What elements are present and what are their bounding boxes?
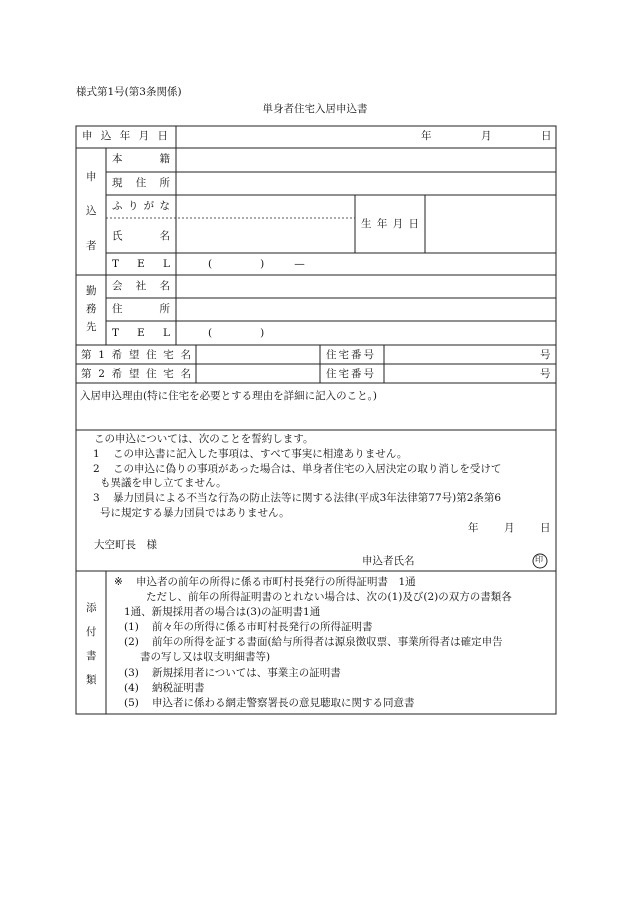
company-field[interactable] xyxy=(177,276,555,297)
first-choice-label: 第 1 希 望 住 宅 名 xyxy=(81,349,191,361)
pledge-item-num: 3 xyxy=(93,492,100,504)
workplace-group-label-3: 先 xyxy=(86,321,97,333)
applicant-signature-field[interactable] xyxy=(422,552,530,568)
pledge-intro: この申込については、次のことを誓約します。 xyxy=(94,433,314,445)
date-label-char: 申 xyxy=(82,130,93,142)
birthdate-label: 生 年 月 日 xyxy=(361,218,419,230)
attach-item-cont: 書の写し又は収支明細書等) xyxy=(140,651,271,663)
second-choice-field[interactable] xyxy=(197,365,319,382)
current-address-field[interactable] xyxy=(177,173,555,194)
applicant-tel-label: T E L xyxy=(112,258,170,270)
current-address-label: 現 住 所 xyxy=(112,177,170,189)
applicant-group-label-1: 申 xyxy=(86,171,97,183)
pledge-item-text: この申込に偽りの事項があった場合は、単身者住宅の入居決定の取り消しを受けて xyxy=(113,463,502,475)
application-date-year: 年 xyxy=(421,130,432,142)
pledge-item-text: 暴力団員による不当な行為の防止法等に関する法律(平成3年法律第77号)第2条第6 xyxy=(113,492,502,504)
form-title: 単身者住宅入居申込書 xyxy=(262,103,368,115)
reason-field[interactable] xyxy=(77,405,555,429)
second-house-number-field[interactable] xyxy=(385,365,535,382)
application-date-field[interactable] xyxy=(177,127,413,147)
attach-note-mark: ※ xyxy=(114,576,123,588)
application-date-month: 月 xyxy=(481,130,492,142)
second-house-number-label: 住宅番号 xyxy=(326,368,376,380)
form-number: 様式第1号(第3条関係) xyxy=(76,86,182,98)
applicant-tel-field[interactable] xyxy=(177,254,555,274)
pledge-item-cont: 号に規定する暴力団員ではありません。 xyxy=(100,507,290,519)
pledge-date-month: 月 xyxy=(504,522,515,534)
attach-item-text: 前年の所得を証する書面(給与所得者は源泉徴収票、事業所得者は確定申告 xyxy=(152,636,503,648)
furigana-field[interactable] xyxy=(177,196,354,217)
first-house-number-unit: 号 xyxy=(540,349,551,361)
birthdate-field[interactable] xyxy=(426,196,555,252)
attach-group-label-2: 付 xyxy=(86,626,97,638)
work-address-field[interactable] xyxy=(177,299,555,320)
attach-item-text: 前々年の所得に係る市町村長発行の所得証明書 xyxy=(152,621,373,633)
company-label: 会 社 名 xyxy=(112,280,170,292)
attach-item-num: (4) xyxy=(124,682,139,694)
attach-note-line2: ただし、前年の所得証明書のとれない場合は、次の(1)及び(2)の双方の書類各 xyxy=(146,591,512,603)
pledge-item-cont: も異議を申し立てません。 xyxy=(100,477,227,489)
domicile-field[interactable] xyxy=(177,149,555,171)
reason-label: 入居申込理由(特に住宅を必要とする理由を詳細に記入のこと。) xyxy=(80,390,377,402)
seal-mark: 印 xyxy=(535,555,543,564)
name-label: 氏 名 xyxy=(112,230,170,242)
second-house-number-unit: 号 xyxy=(540,368,551,380)
attach-group-label-3: 書 xyxy=(86,650,97,662)
attach-item-num: (3) xyxy=(124,667,139,679)
work-address-label: 住 所 xyxy=(112,303,170,315)
attach-group-label-1: 添 xyxy=(86,602,97,614)
work-tel-label: T E L xyxy=(112,327,170,339)
work-tel-field[interactable] xyxy=(177,322,555,344)
pledge-item-text: この申込書に記入した事項は、すべて事実に相違ありません。 xyxy=(113,448,408,460)
attach-item-text: 納税証明書 xyxy=(152,682,205,694)
first-house-number-label: 住宅番号 xyxy=(326,349,376,361)
attach-note-line3: 1通、新規採用者の場合は(3)の証明書1通 xyxy=(124,606,321,618)
furigana-label: ふ り が な xyxy=(112,200,170,212)
pledge-date-year: 年 xyxy=(468,522,479,534)
attach-item-num: (1) xyxy=(124,621,139,633)
name-field[interactable] xyxy=(177,219,354,252)
workplace-group-label-1: 勤 xyxy=(86,285,97,297)
attach-group-label-4: 類 xyxy=(86,674,97,686)
applicant-group-label-3: 者 xyxy=(86,240,97,252)
pledge-item-num: 2 xyxy=(93,463,100,475)
applicant-group-label-2: 込 xyxy=(86,205,97,217)
workplace-group-label-2: 務 xyxy=(86,303,97,315)
first-choice-field[interactable] xyxy=(197,346,319,363)
application-date-day: 日 xyxy=(541,130,552,142)
first-house-number-field[interactable] xyxy=(385,346,535,363)
pledge-date-day: 日 xyxy=(540,522,551,534)
pledge-item-num: 1 xyxy=(93,448,100,460)
domicile-label: 本 籍 xyxy=(112,153,170,165)
application-date-label: 申 込 年 月 日 xyxy=(82,130,168,142)
addressee: 大空町長 様 xyxy=(94,539,157,551)
work-tel-format: ( ) xyxy=(208,327,265,339)
attach-item-num: (5) xyxy=(124,697,139,709)
applicant-name-label: 申込者氏名 xyxy=(362,555,415,567)
second-choice-label: 第 2 希 望 住 宅 名 xyxy=(81,368,191,380)
attach-item-num: (2) xyxy=(124,636,139,648)
attach-note-line1: 申込者の前年の所得に係る市町村長発行の所得証明書 1通 xyxy=(136,576,416,588)
spread-label-sources xyxy=(0,0,50,1)
attach-item-text: 申込者に係わる網走警察署長の意見聴取に関する同意書 xyxy=(152,697,415,709)
attach-item-text: 新規採用者については、事業主の証明書 xyxy=(152,667,341,679)
applicant-tel-format: ( ) — xyxy=(208,258,305,270)
